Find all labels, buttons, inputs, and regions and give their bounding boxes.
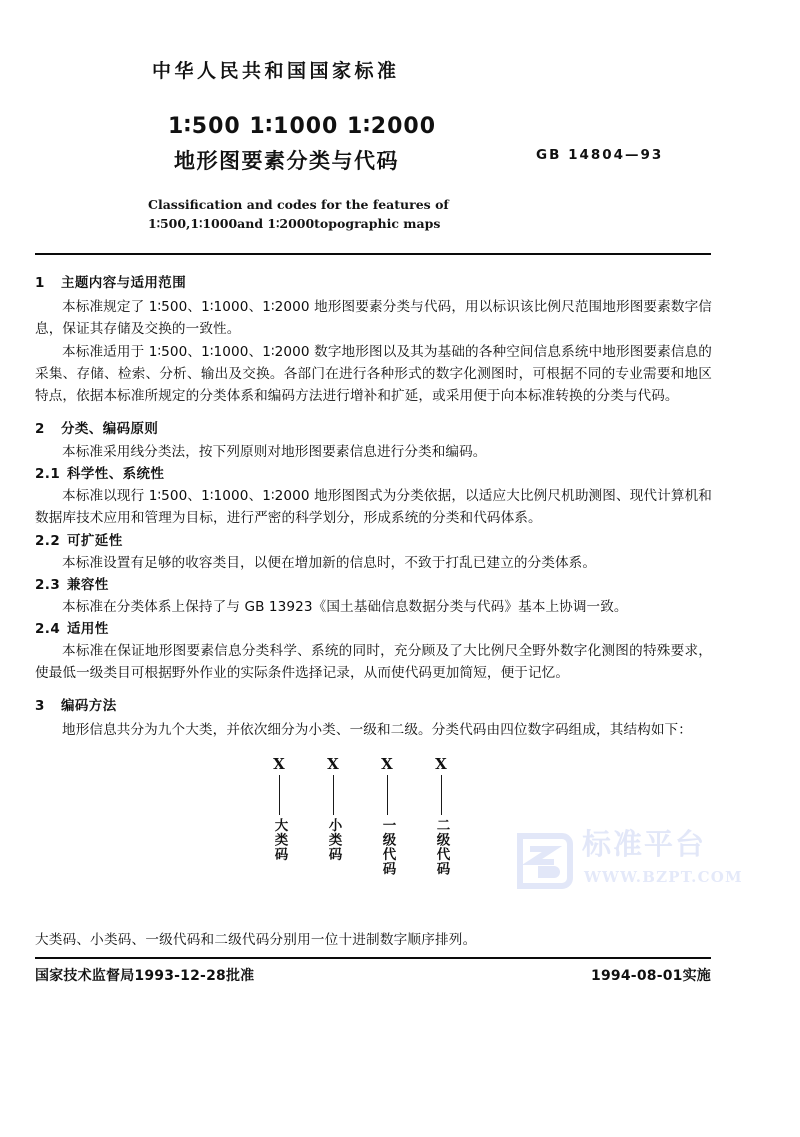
document-header: [0, 0, 800, 234]
document-body: [0, 268, 800, 901]
closing-note: 大类码、小类码、一级代码和二级代码分别用一位十进制数字顺序排列。: [35, 932, 477, 948]
section-3-paragraph-1: 地形信息共分为九个大类，并依次细分为小类、一级和二级。分类代码由四位数字码组成，其结构如下：: [62, 721, 692, 738]
gb-standard-number: GB 14804—93: [536, 147, 664, 163]
subsection-number-2-2: 2.2: [35, 532, 61, 549]
section-number-2: 2: [35, 420, 45, 437]
section-heading-1: [0, 268, 800, 294]
footer-implementation-text: 1994-08-01实施: [591, 968, 711, 984]
section-number-3: 3: [35, 698, 45, 715]
subsection-number-2-3: 2.3: [35, 576, 61, 593]
code-column-major-class: [268, 754, 290, 876]
code-placeholder-x: X: [435, 754, 447, 773]
section-number-1: 1: [35, 275, 45, 291]
section-title-1: 主题内容与适用范围: [61, 275, 187, 291]
national-standard-title: 中华人民共和国国家标准: [152, 60, 400, 82]
code-label-level-1: 一级代码: [379, 817, 396, 876]
footer-divider-rule: [35, 957, 711, 959]
subsection-2-4-paragraph: 本标准在保证地形图要素信息分类科学、系统的同时，充分顾及了大比例尺全野外数字化测图的特殊要求，使最低一级类目可根据野外作业的实际条件选择记录，从而使代码更加简短，便于记忆。: [35, 643, 712, 682]
document-title: 地形图要素分类与代码: [174, 149, 399, 173]
code-leader-line-icon: [387, 775, 388, 815]
code-column-minor-class: [322, 754, 344, 876]
section-title-2: 分类、编码原则: [61, 420, 159, 437]
code-label-major-class: 大类码: [271, 817, 288, 862]
subsection-number-2-1: 2.1: [35, 466, 61, 483]
scale-line: 1∶500 1∶1000 1∶2000: [168, 114, 437, 139]
subsection-title-2-4: 适用性: [67, 621, 109, 638]
code-placeholder-x: X: [327, 754, 339, 773]
code-leader-line-icon: [333, 775, 334, 815]
subsection-title-2-1: 科学性、系统性: [67, 466, 165, 483]
watermark-text-url: WWW.BZPT.COM: [584, 868, 743, 886]
subsection-2-2-paragraph: 本标准设置有足够的收容类目，以便在增加新的信息时，不致于打乱已建立的分类体系。: [62, 554, 597, 571]
code-diagram-columns: [268, 754, 452, 876]
section-heading-3: [0, 697, 800, 717]
section-1-paragraph-1: 本标准规定了 1∶500、1∶1000、1∶2000 地形图要素分类与代码，用以标识该比例尺范围地形图要素数字信息，保证其存储及交换的一致性。: [35, 298, 712, 337]
english-title-line-1: Classification and codes for the features of: [148, 197, 449, 212]
document-footer: [35, 965, 711, 989]
english-title: [0, 175, 800, 234]
subsection-heading-2-2: [0, 530, 800, 551]
code-label-level-2: 二级代码: [433, 817, 450, 876]
header-divider-rule: [35, 253, 711, 255]
code-structure-diagram: [0, 751, 800, 901]
footer-approval-text: 国家技术监督局1993-12-28批准: [35, 968, 255, 984]
section-heading-2: [0, 420, 800, 440]
subsection-title-2-3: 兼容性: [67, 576, 109, 593]
subsection-2-3-paragraph: 本标准在分类体系上保持了与 GB 13923《国土基础信息数据分类与代码》基本上协调一致。: [62, 599, 628, 616]
subsection-heading-2-4: [0, 618, 800, 639]
code-placeholder-x: X: [273, 754, 285, 773]
english-title-line-2: 1∶500,1∶1000and 1∶2000topographic maps: [148, 216, 441, 232]
code-placeholder-x: X: [381, 754, 393, 773]
section-title-3: 编码方法: [61, 698, 117, 715]
section-2-paragraph-1: 本标准采用线分类法，按下列原则对地形图要素信息进行分类和编码。: [62, 444, 487, 461]
code-leader-line-icon: [279, 775, 280, 815]
code-label-minor-class: 小类码: [325, 817, 342, 862]
subsection-heading-2-1: [0, 463, 800, 484]
section-1-paragraph-2: 本标准适用于 1∶500、1∶1000、1∶2000 数字地形图以及其为基础的各种空间信息系统中地形图要素信息的采集、存储、检索、分析、输出及交换。各部门在进行各种形式的数字化测图时，可根据不同的专业需要和地区特点，依据本标准所规定的分类体系和编码方法进行增补和扩延，或采用便于向本标准转换的分类与代码。: [35, 343, 712, 404]
code-leader-line-icon: [441, 775, 442, 815]
watermark-text-cn: 标准平台: [582, 827, 707, 861]
code-column-level-2: [430, 754, 452, 876]
subsection-2-1-paragraph: 本标准以现行 1∶500、1∶1000、1∶2000 地形图图式为分类依据，以适应大比例尺机助测图、现代计算机和数据库技术应用和管理为目标，进行严密的科学划分，形成系统的分类和代码体系。: [35, 488, 712, 527]
subsection-heading-2-3: [0, 574, 800, 595]
subsection-number-2-4: 2.4: [35, 621, 61, 638]
code-column-level-1: [376, 754, 398, 876]
subsection-title-2-2: 可扩延性: [67, 532, 123, 549]
